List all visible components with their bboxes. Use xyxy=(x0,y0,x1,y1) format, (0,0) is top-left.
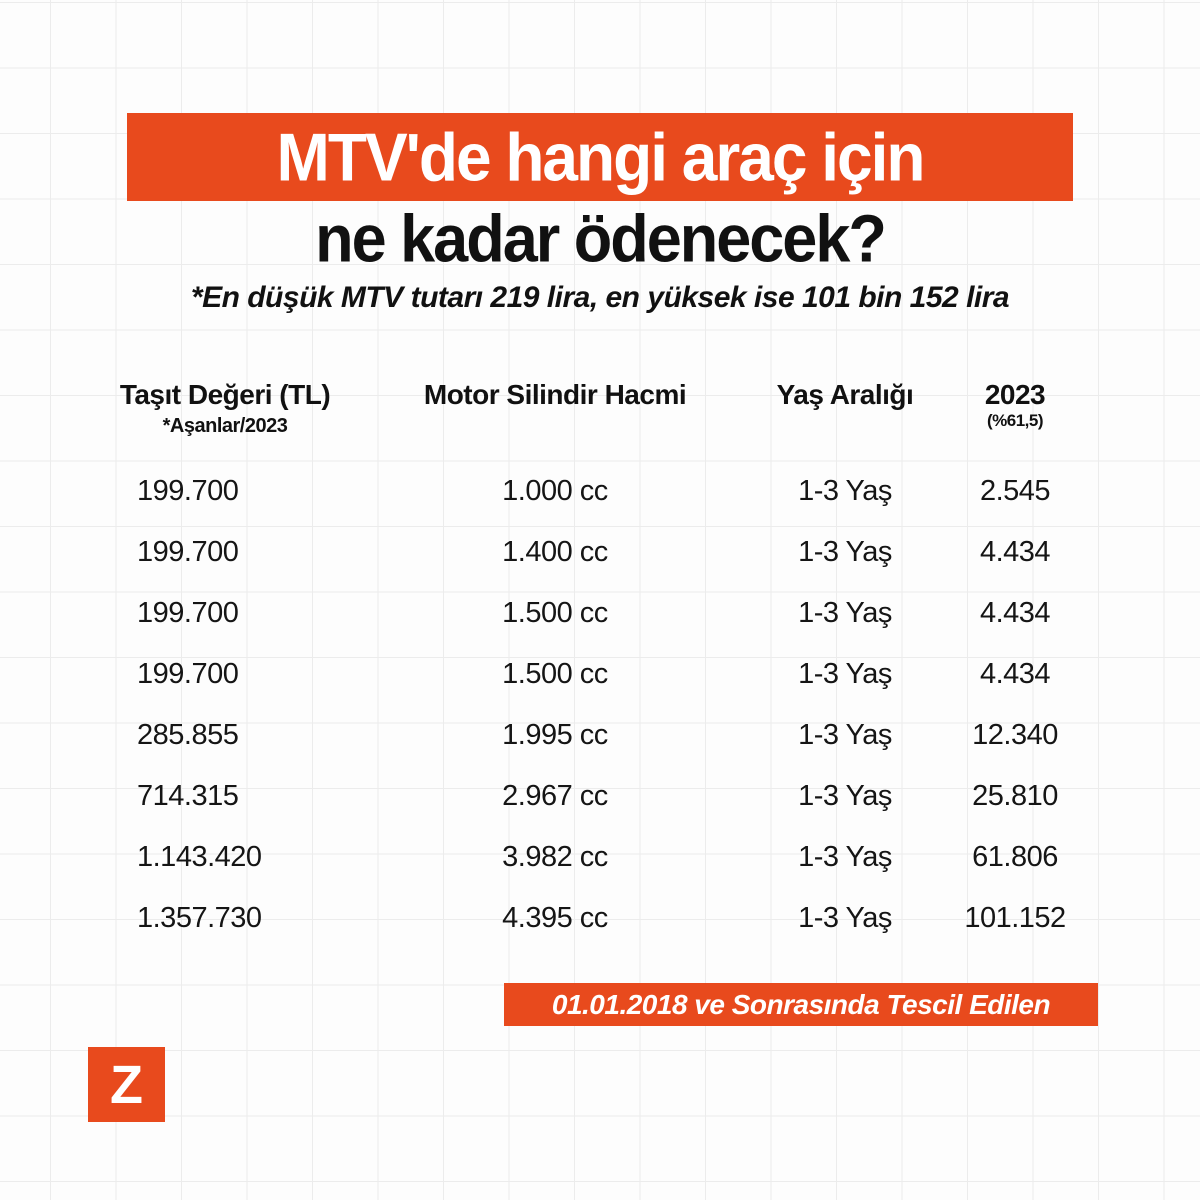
column-header-vehicle-value xyxy=(100,380,350,437)
registration-date-label: 01.01.2018 ve Sonrasında Tescil Edilen xyxy=(551,988,1051,1020)
cell-vehicle-value: 714.315 xyxy=(137,779,239,812)
cell-tax-2023: 25.810 xyxy=(972,779,1058,812)
cell-age-range: 1-3 Yaş xyxy=(798,779,892,812)
z-logo-letter: Z xyxy=(110,1054,143,1115)
cell-vehicle-value: 1.143.420 xyxy=(137,840,262,873)
column-header-engine-size xyxy=(350,380,760,437)
cell-age-range: 1-3 Yaş xyxy=(798,596,892,629)
table-row xyxy=(100,766,1100,827)
table-row xyxy=(100,461,1100,522)
column-header-age-range xyxy=(760,380,930,437)
table-row xyxy=(100,827,1100,888)
cell-age-range: 1-3 Yaş xyxy=(798,901,892,934)
table-row xyxy=(100,644,1100,705)
cell-vehicle-value: 285.855 xyxy=(137,718,239,751)
cell-vehicle-value: 199.700 xyxy=(137,474,239,507)
mtv-table xyxy=(100,380,1100,949)
cell-tax-2023: 4.434 xyxy=(979,535,1051,568)
cell-age-range: 1-3 Yaş xyxy=(798,840,892,873)
cell-tax-2023: 2.545 xyxy=(979,474,1051,507)
cell-vehicle-value: 199.700 xyxy=(137,657,239,690)
registration-date-banner xyxy=(504,983,1098,1026)
table-row xyxy=(100,705,1100,766)
cell-vehicle-value: 1.357.730 xyxy=(137,901,262,934)
cell-engine-size: 2.967 cc xyxy=(502,779,608,812)
title-line-1: MTV'de hangi araç için xyxy=(276,118,924,196)
title-banner xyxy=(127,113,1073,201)
table-row xyxy=(100,583,1100,644)
z-logo xyxy=(88,1047,165,1122)
cell-vehicle-value: 199.700 xyxy=(137,535,239,568)
cell-tax-2023: 61.806 xyxy=(972,840,1058,873)
cell-engine-size: 1.995 cc xyxy=(502,718,608,751)
cell-age-range: 1-3 Yaş xyxy=(798,718,892,751)
cell-engine-size: 1.500 cc xyxy=(502,657,608,690)
cell-vehicle-value: 199.700 xyxy=(137,596,239,629)
title-line-2: ne kadar ödenecek? xyxy=(315,201,885,277)
cell-engine-size: 3.982 cc xyxy=(502,840,608,873)
cell-engine-size: 1.500 cc xyxy=(502,596,608,629)
table-body xyxy=(100,461,1100,949)
cell-tax-2023: 4.434 xyxy=(979,657,1051,690)
cell-tax-2023: 12.340 xyxy=(972,718,1058,751)
cell-engine-size: 1.000 cc xyxy=(502,474,608,507)
cell-tax-2023: 4.434 xyxy=(979,596,1051,629)
subtitle-note: *En düşük MTV tutarı 219 lira, en yüksek ise 101 bin 152 lira xyxy=(190,281,1010,314)
table-row xyxy=(100,888,1100,949)
cell-tax-2023: 101.152 xyxy=(964,901,1066,934)
column-header-sublabel: (%61,5) xyxy=(986,410,1044,430)
column-header-label: Taşıt Değeri (TL) xyxy=(119,379,331,410)
column-header-label: Motor Silindir Hacmi xyxy=(423,379,687,410)
column-header-label: 2023 xyxy=(984,379,1046,410)
cell-age-range: 1-3 Yaş xyxy=(798,657,892,690)
column-header-sublabel: *Aşanlar/2023 xyxy=(162,414,288,437)
cell-engine-size: 1.400 cc xyxy=(502,535,608,568)
column-header-2023-tax xyxy=(930,380,1100,437)
table-row xyxy=(100,522,1100,583)
cell-engine-size: 4.395 cc xyxy=(502,901,608,934)
column-header-label: Yaş Aralığı xyxy=(776,379,914,410)
cell-age-range: 1-3 Yaş xyxy=(798,535,892,568)
table-header-row xyxy=(100,380,1100,437)
cell-age-range: 1-3 Yaş xyxy=(798,474,892,507)
